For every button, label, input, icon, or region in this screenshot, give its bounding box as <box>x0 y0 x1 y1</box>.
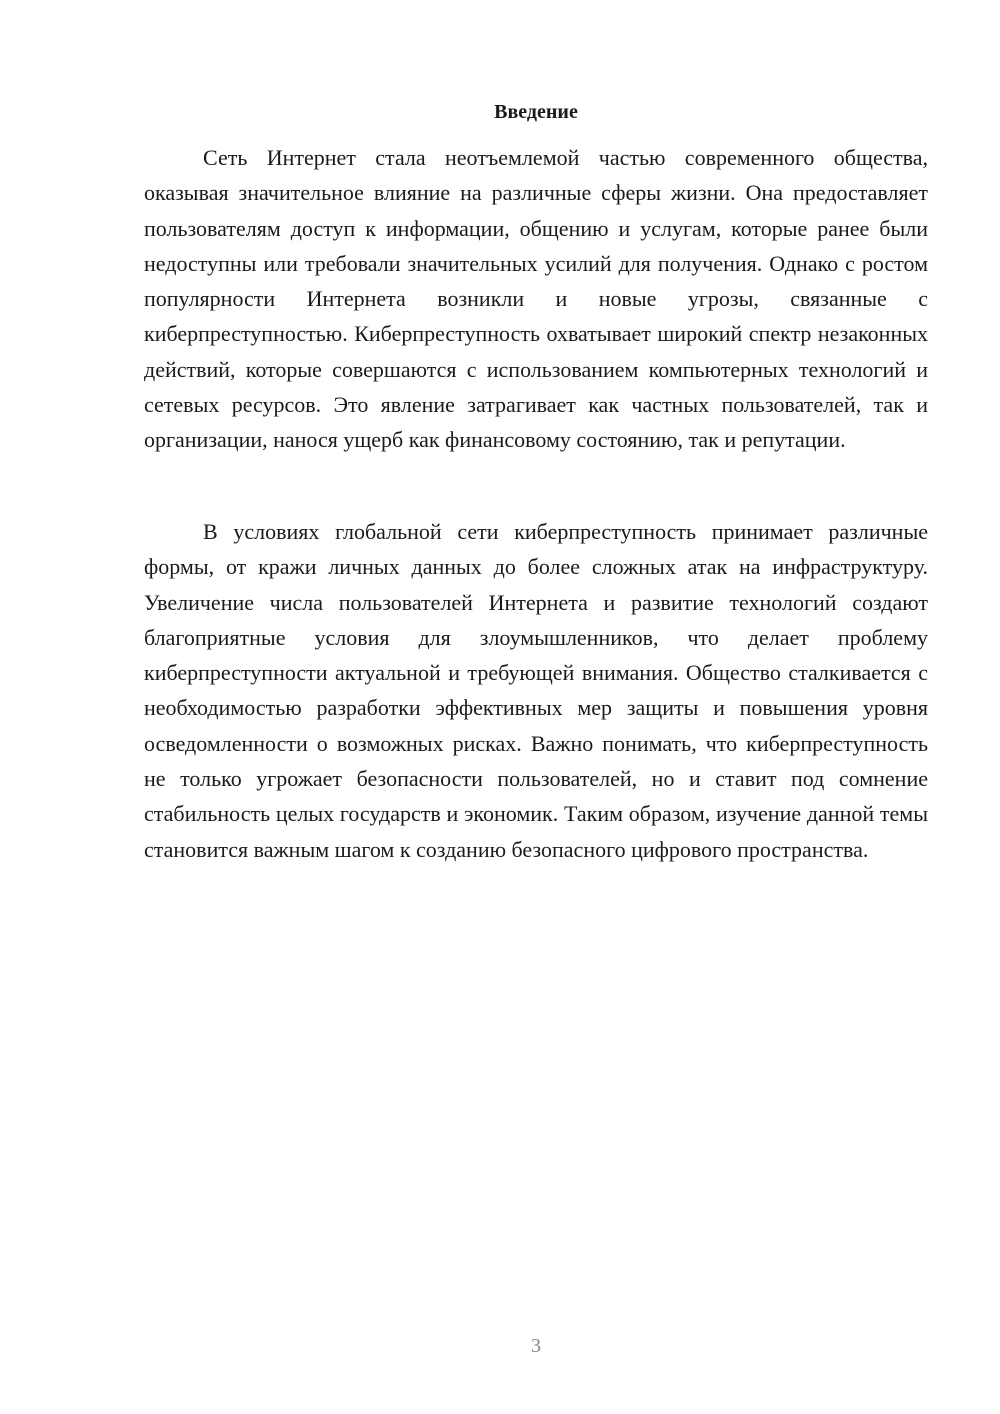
page-number: 3 <box>531 1335 541 1357</box>
paragraph-intro: Сеть Интернет стала неотъемлемой частью современного общества, оказывая значительное влияние на различные сферы жизни. Она предоставляет пользователям доступ к информации, общению и услугам, которые ранее были недоступны или требовали значительных усилий для получения. Однако с ростом популярности Интернета возникли и новые угрозы, связанные с киберпреступностью. Киберпреступность охватывает широкий спектр незаконных действий, которые совершаются с использованием компьютерных технологий и сетевых ресурсов. Это явление затрагивает как частных пользователей, так и организации, нанося ущерб как финансовому состоянию, так и репутации. <box>144 145 928 453</box>
section-heading: Введение <box>494 101 578 123</box>
paragraph-cybercrime-forms: В условиях глобальной сети киберпреступность принимает различные формы, от кражи личных данных до более сложных атак на инфраструктуру. Увеличение числа пользователей Интернета и развитие технологий создают благоприятные условия для злоумышленников, что делает проблему киберпреступности актуальной и требующей внимания. Общество сталкивается с необходимостью разработки эффективных мер защиты и повышения уровня осведомленности о возможных рисках. Важно понимать, что киберпреступность не только угрожает безопасности пользователей, но и ставит под сомнение стабильность целых государств и экономик. Таким образом, изучение данной темы становится важным шагом к созданию безопасного цифрового пространства. <box>144 519 928 862</box>
